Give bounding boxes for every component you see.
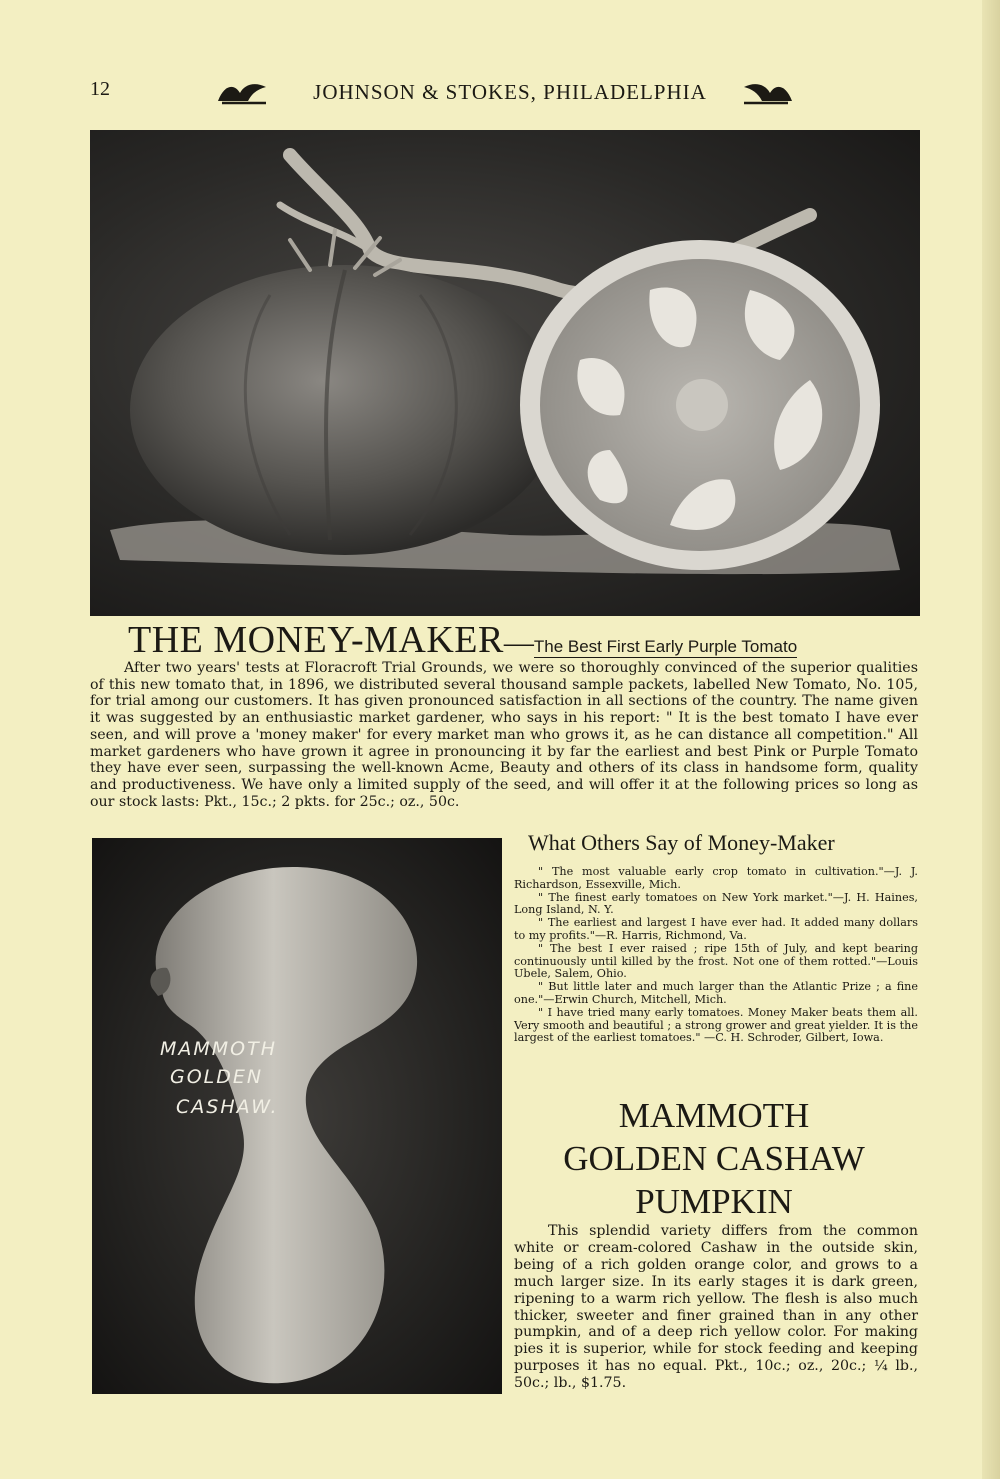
pumpkin-title-line-2: GOLDEN CASHAW <box>563 1139 865 1178</box>
testimonial-item: " The earliest and largest I have ever had. It added many dollars to my profits."—R. Harris, Richmond, Va. <box>514 916 918 942</box>
cashaw-pumpkin-photograph-icon <box>92 838 502 1394</box>
pumpkin-title-line-1: MAMMOTH <box>618 1096 810 1135</box>
testimonial-item: " The best I ever raised ; ripe 15th of July, and kept bearing continuously until killed by the frost. Not one of them rotted."—Louis Ubele, Salem, Ohio. <box>514 941 918 981</box>
pumpkin-title <box>514 1094 914 1223</box>
cashaw-photo <box>92 838 502 1394</box>
ornament-right-icon <box>742 79 794 107</box>
page-number: 12 <box>90 78 110 100</box>
money-maker-description: After two years' tests at Floracroft Trial Grounds, we were so thoroughly convinced of the superior qualities of this new tomato that, in 1896, we distributed several thousand sample packets, labelled New Tomato, No. 105, for trial among our customers. It has given pronounced satisfaction in all sections of the country. The name given it was suggested by an enthusiastic market gardener, who says in his report: " It is the best tomato I have ever seen, and will prove a 'money maker' for every market man who grows it, as he can distance all competition." All market gardeners who have grown it agree in pronouncing it by far the earliest and best Pink or Purple Tomato they have ever seen, surpassing the well-known Acme, Beauty and others of its class in handsome form, quality and productiveness. We have only a limited supply of the seed, and will offer it at the following prices so long as our stock lasts: Pkt., 15c.; 2 pkts. for 25c.; oz., 50c. <box>90 660 918 810</box>
money-maker-subtitle: The Best First Early Purple Tomato <box>533 637 798 656</box>
money-maker-heading <box>128 618 908 662</box>
testimonials-title: What Others Say of Money-Maker <box>528 830 835 855</box>
tomato-photo <box>90 130 920 616</box>
ornament-left-icon <box>216 79 268 107</box>
caption-line-2: GOLDEN <box>170 1066 264 1088</box>
caption-line-3: CASHAW. <box>176 1096 279 1118</box>
testimonial-item: " The most valuable early crop tomato in cultivation."—J. J. Richardson, Essexville, Mich. <box>514 865 918 891</box>
testimonials-list <box>514 866 918 1045</box>
tomato-photograph-icon <box>90 130 920 616</box>
caption-line-1: MAMMOTH <box>160 1038 278 1060</box>
testimonial-item: " But little later and much larger than the Atlantic Prize ; a fine one."—Erwin Church, Mitchell, Mich. <box>514 980 918 1006</box>
testimonial-item: " The finest early tomatoes on New York market."—J. H. Haines, Long Island, N. Y. <box>514 890 918 917</box>
testimonial-item: " I have tried many early tomatoes. Money Maker beats them all. Very smooth and beautiful ; a strong grower and great yielder. It is the largest of the earliest tomatoes." —C. H. Schroder, Gilbert, Iowa. <box>514 1005 918 1045</box>
pumpkin-description: This splendid variety differs from the common white or cream-colored Cashaw in the outside skin, being of a rich golden orange color, and grows to a much larger size. In its early stages it is dark green, ripening to a warm rich yellow. The flesh is also much thicker, sweeter and finer grained than in any other pumpkin, and of a deep rich yellow color. For making pies it is superior, while for stock feeding and keeping purposes it has no equal. Pkt., 10c.; oz., 20c.; ¼ lb., 50c.; lb., $1.75. <box>514 1223 918 1392</box>
header-title: JOHNSON & STOKES, PHILADELPHIA <box>313 80 707 104</box>
page-edge <box>982 0 1000 1479</box>
money-maker-title: THE MONEY-MAKER <box>128 619 504 661</box>
pumpkin-title-line-3: PUMPKIN <box>635 1182 793 1221</box>
heading-dash: — <box>503 626 534 659</box>
